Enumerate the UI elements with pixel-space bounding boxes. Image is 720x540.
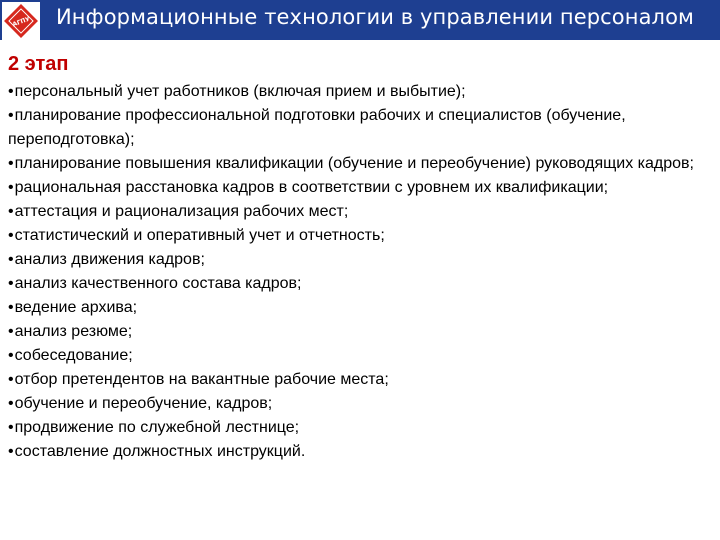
bullet-icon: •	[8, 275, 14, 292]
list-item	[8, 224, 708, 248]
list-item-text: планирование профессиональной подготовки рабочих и специалистов (обучение, переподготовка);	[8, 107, 626, 148]
list-item	[8, 272, 708, 296]
bullet-icon: •	[8, 299, 14, 316]
logo-text: АГПУ	[11, 15, 32, 29]
list-item-text: статистический и оперативный учет и отчетность;	[14, 227, 385, 244]
list-item	[8, 392, 708, 416]
list-item	[8, 344, 708, 368]
list-item	[8, 176, 708, 200]
bullet-icon: •	[8, 179, 14, 196]
task-list	[8, 80, 708, 464]
list-item	[8, 248, 708, 272]
list-item	[8, 368, 708, 392]
list-item-text: анализ движения кадров;	[14, 251, 205, 268]
bullet-icon: •	[8, 155, 14, 172]
list-item-text: продвижение по служебной лестнице;	[14, 419, 300, 436]
bullet-icon: •	[8, 227, 14, 244]
page-title: Информационные технологии в управлении персоналом	[56, 5, 694, 29]
bullet-icon: •	[8, 251, 14, 268]
list-item-text: составление должностных инструкций.	[14, 443, 306, 460]
list-item	[8, 80, 708, 104]
university-logo-icon	[2, 2, 40, 40]
list-item	[8, 104, 708, 152]
list-item-text: собеседование;	[14, 347, 133, 364]
main-content	[8, 52, 708, 464]
list-item	[8, 320, 708, 344]
list-item	[8, 152, 708, 176]
list-item-text: ведение архива;	[14, 299, 138, 316]
list-item-text: анализ резюме;	[14, 323, 133, 340]
list-item-text: персональный учет работников (включая прием и выбытие);	[14, 83, 466, 100]
list-item-text: обучение и переобучение, кадров;	[14, 395, 273, 412]
bullet-icon: •	[8, 443, 14, 460]
list-item-text: планирование повышения квалификации (обучение и переобучение) руководящих кадров;	[14, 155, 694, 172]
header-bar	[0, 0, 720, 40]
list-item-text: рациональная расстановка кадров в соответствии с уровнем их квалификации;	[14, 179, 609, 196]
bullet-icon: •	[8, 323, 14, 340]
bullet-icon: •	[8, 203, 14, 220]
list-item	[8, 440, 708, 464]
bullet-icon: •	[8, 347, 14, 364]
bullet-icon: •	[8, 419, 14, 436]
list-item	[8, 296, 708, 320]
list-item	[8, 416, 708, 440]
bullet-icon: •	[8, 371, 14, 388]
stage-title: 2 этап	[8, 53, 69, 75]
bullet-icon: •	[8, 395, 14, 412]
bullet-icon: •	[8, 83, 14, 100]
list-item-text: отбор претендентов на вакантные рабочие места;	[14, 371, 389, 388]
bullet-icon: •	[8, 107, 14, 124]
list-item-text: аттестация и рационализация рабочих мест;	[14, 203, 349, 220]
list-item-text: анализ качественного состава кадров;	[14, 275, 302, 292]
list-item	[8, 200, 708, 224]
